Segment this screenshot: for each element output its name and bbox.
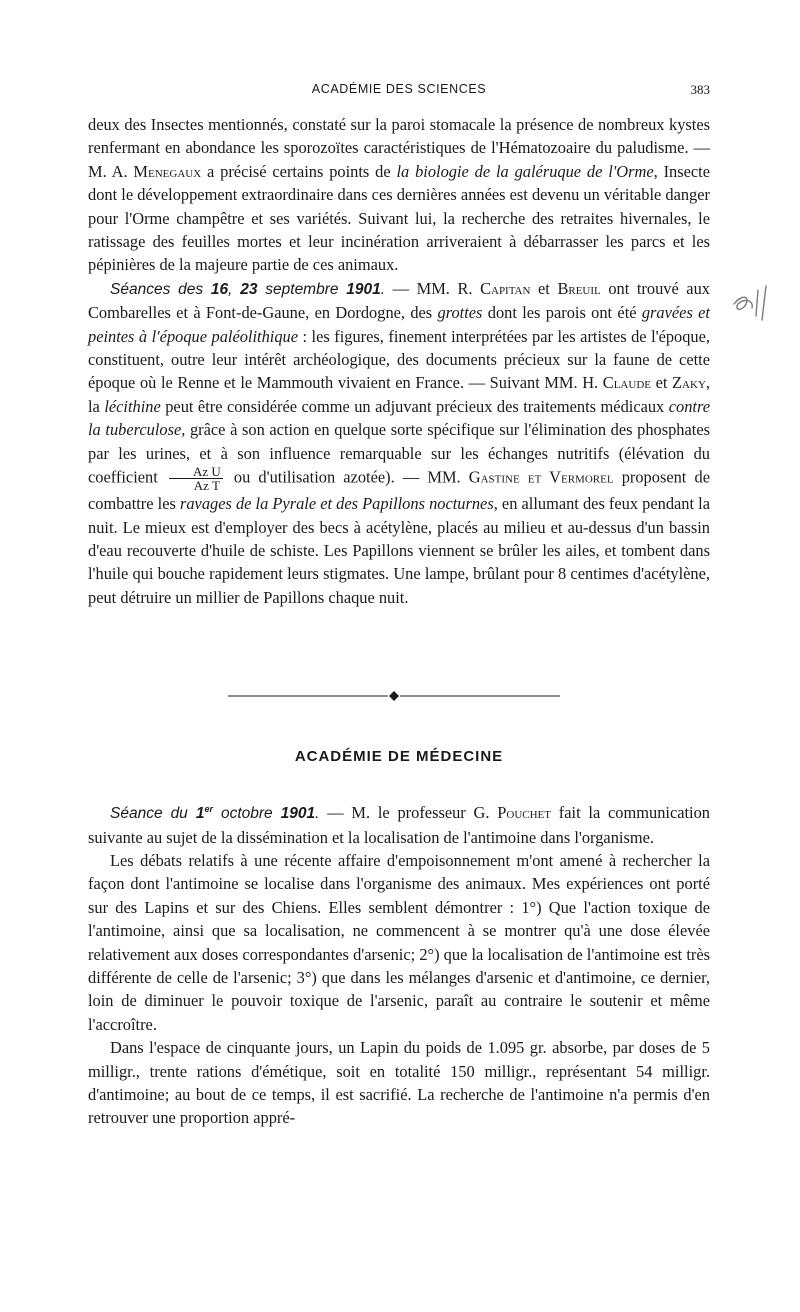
session-day: 23	[240, 280, 258, 298]
author-name: Menegaux	[133, 161, 202, 181]
section-heading: ACADÉMIE DE MÉDECINE	[294, 748, 504, 765]
paragraph-octobre	[88, 798, 710, 849]
handwritten-margin-mark	[728, 282, 780, 326]
section-separator	[228, 690, 560, 702]
italic-topic: grottes	[437, 303, 483, 323]
academie-medecine-text	[88, 798, 710, 1130]
author-name: Pouchet	[497, 803, 551, 823]
italic-topic: contre la tuberculose	[88, 396, 710, 440]
author-name: Capitan	[480, 278, 531, 298]
paragraph-insectes	[88, 113, 710, 277]
text-run: — M. le professeur G.	[319, 803, 498, 823]
fraction-denominator: Az T	[193, 478, 220, 494]
text-run: , en allumant des feux pendant la nuit. Le mieux est d'employer des becs à acétylène, placés au milieu et au-dessus d'un bassin d'eau recouverte d'huile de schiste. Les Papillons viennent se brûler les ailes, et tombent dans l'huile qui bouche rapidement leurs stigmates. Une lampe, brûlant pour 8 centimes d'acétylène, peut détruire un millier de Papillons chaque nuit.	[88, 494, 710, 607]
text-run: et	[530, 278, 558, 298]
italic-topic: ravages de la Pyrale et des Papillons nocturnes	[179, 494, 494, 514]
session-date	[110, 281, 385, 298]
text-run: , Insecte dont le développement extraordinaire dans ces dernières années est devenu un véritable danger pour l'Orme champêtre et ses variétés. Suivant lui, la recherche des retraites hivernales, le ratissage des feuilles mortes et leur incinération arriveraient à débarrasser les parcs et les pépinières de la majeure partie de ces animaux.	[88, 161, 711, 275]
italic-topic: gravées et peintes à l'époque paléolithique	[88, 303, 710, 346]
text-run: .	[380, 280, 386, 298]
session-year: 1901	[280, 805, 316, 823]
session-day: 1	[195, 805, 205, 823]
author-name: Claude	[602, 373, 651, 393]
author-name: Gastine et Vermorel	[468, 467, 614, 487]
text-run: — MM. R.	[385, 278, 481, 298]
author-name: Breuil	[557, 278, 601, 298]
italic-topic: lécithine	[104, 396, 161, 416]
author-name: Zaky	[672, 373, 706, 393]
page-number: 383	[690, 82, 710, 97]
fraction-numerator: Az U	[169, 465, 223, 479]
text-run: : les figures, finement interprétées par les artistes de l'époque, constituent, outre leur intérêt archéologique, des documents précieux sur la faune de cette époque où le Renne et le Mammouth vivaient en France. — Suivant MM. H.	[88, 326, 710, 393]
text-run: a précisé certains points de	[201, 161, 397, 181]
running-title: ACADÉMIE DES SCIENCES	[311, 82, 487, 96]
text-run: , grâce à son action en quelque sorte spécifique sur l'élimination des phosphates par les urines, et à son influence remarquable sur les échanges nutritifs (élévation du coefficient	[88, 420, 710, 487]
text-run: octobre	[212, 805, 281, 823]
running-head	[88, 82, 710, 102]
paragraph-septembre	[88, 277, 710, 609]
text-run: .	[315, 805, 320, 823]
text-run: proposent de combattre les	[88, 467, 710, 514]
text-run: dont les parois ont été	[482, 303, 642, 323]
text-run: septembre	[257, 280, 347, 298]
text-run: deux des Insectes mentionnés, constaté sur la paroi stomacale la présence de nombreux kystes renfermant en abondance les sporozoïtes caractéristiques de l'Hématozoaire du paludisme. — M. A.	[88, 115, 710, 181]
text-run: , la	[88, 373, 710, 416]
session-day: 16	[210, 280, 229, 298]
text-run: peut être considérée comme un adjuvant précieux des traitements médicaux	[160, 396, 669, 416]
text-run: ,	[228, 280, 241, 298]
text-run: ont trouvé aux Combarelles et à Font-de-Gaune, en Dordogne, des	[88, 278, 710, 323]
text-run: fait la communication suivante au sujet de la dissémination et la localisation de l'antimoine dans l'organisme.	[88, 803, 710, 847]
text-run: Séances des	[110, 280, 211, 298]
session-year: 1901	[346, 280, 381, 298]
ordinal-suffix: er	[204, 804, 213, 814]
coefficient-fraction	[169, 465, 223, 492]
text-run: ou d'utilisation azotée). — MM.	[233, 467, 469, 487]
italic-topic: la biologie de la galéruque de l'Orme	[396, 161, 654, 181]
academie-sciences-text	[88, 113, 710, 609]
text-run: Séance du	[110, 805, 196, 823]
paragraph-lapin: Dans l'espace de cinquante jours, un Lapin du poids de 1.095 gr. absorbe, par doses de 5 milligr., trente rations d'émétique, soit en totalité 150 milligr., représentant 54 milligr. d'antimoine; au bout de ce temps, il est sacrifié. La recherche de l'antimoine n'a permis d'en retrouver une proportion appré-	[88, 1038, 710, 1128]
paragraph-debats: Les débats relatifs à une récente affaire d'empoisonnement m'ont amené à rechercher la façon dont l'antimoine se localise dans l'organisme des animaux. Mes expériences ont porté sur des Lapins et sur des Chiens. Elles semblent démontrer : 1°) Que l'action toxique de l'antimoine, ainsi que sa localisation, ne commencent à se montrer qu'à une dose élevée relativement aux doses correspondantes d'arsenic; 2°) que la localisation de l'antimoine est très différente de celle de l'arsenic; 3°) que dans les mélanges d'arsenic et d'antimoine, ce dernier, loin de diminuer le pouvoir toxique de l'arsenic, paraît au contraire le soutenir et même l'accroître.	[88, 850, 710, 1034]
session-date	[110, 805, 319, 822]
text-run: et	[650, 373, 673, 393]
